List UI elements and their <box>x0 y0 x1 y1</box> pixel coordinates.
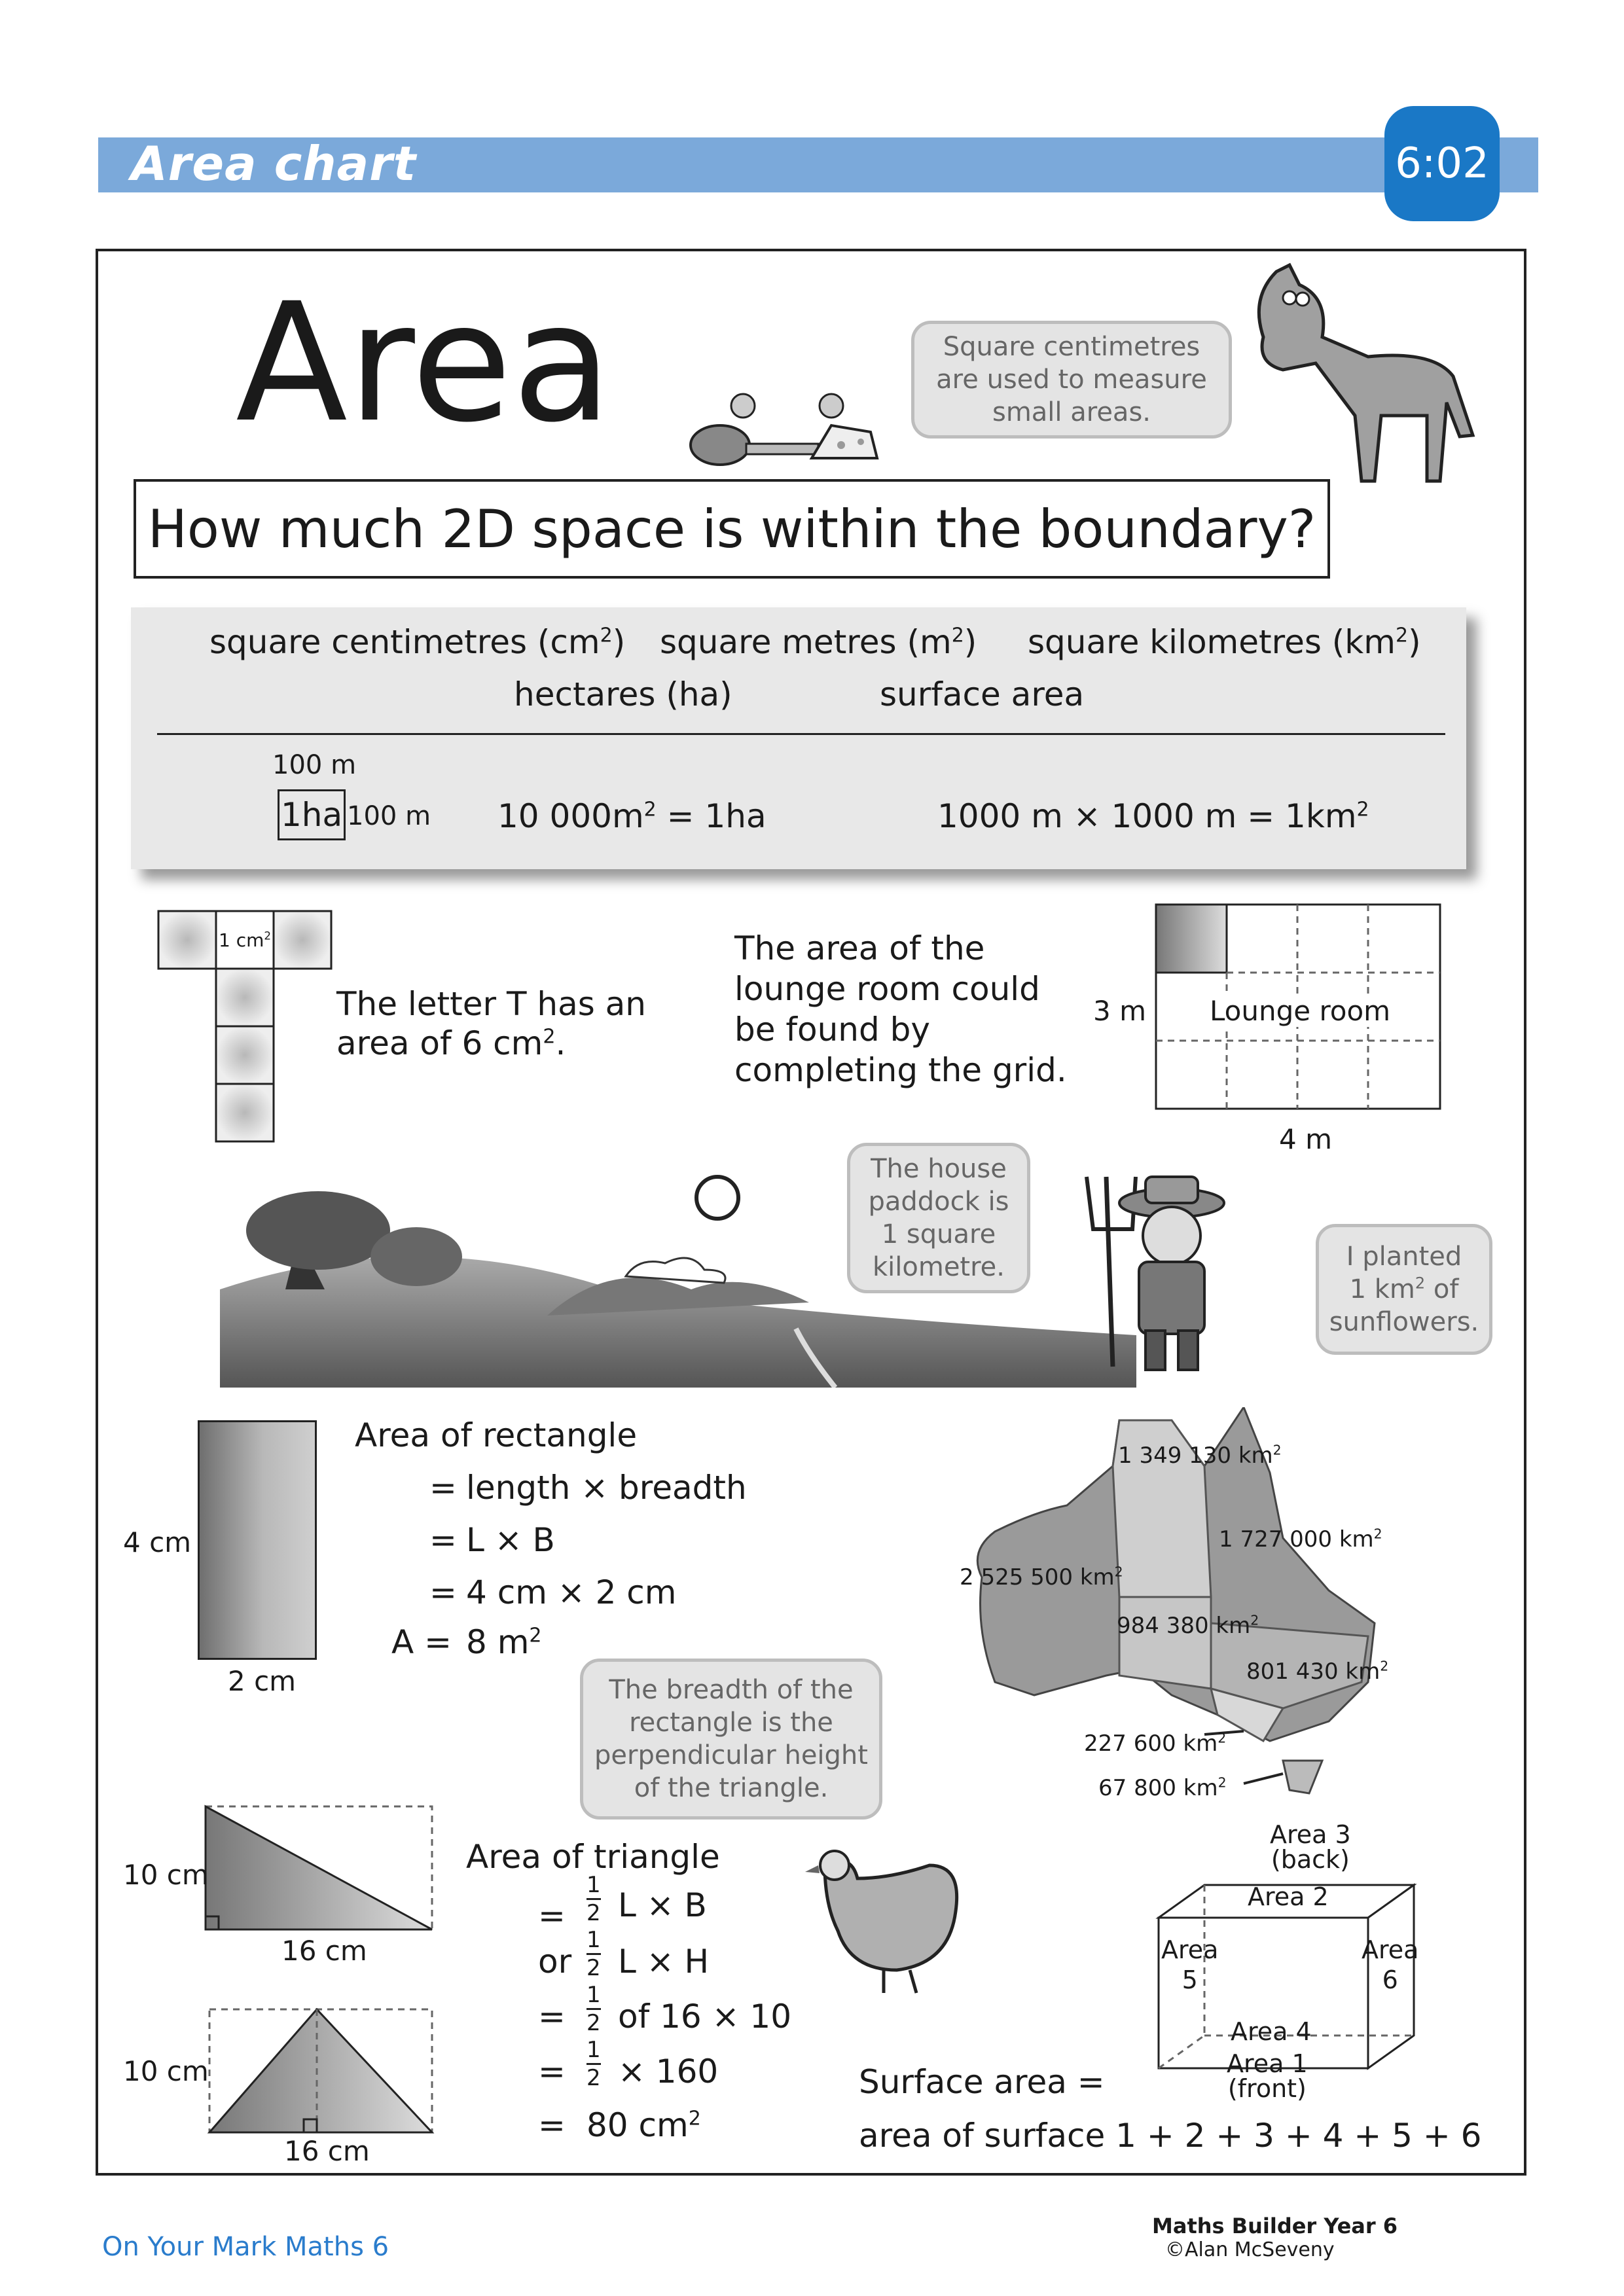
page-title: Area <box>236 268 613 458</box>
unit-km: square kilometres $(km^2)$ <box>1028 623 1421 661</box>
rectangle-eq-3: = <box>429 1573 457 1611</box>
rectangle-formula-2: L × B <box>466 1521 555 1559</box>
horse-illustration <box>1237 259 1499 501</box>
triangle-eq-3: = <box>538 1998 566 2036</box>
triangle-eq-5: = <box>538 2106 566 2144</box>
half-fraction-3: 1 2 <box>586 1982 601 2036</box>
footer-book-title: Maths Builder Year 6 <box>1152 2214 1398 2238</box>
t-shape-text-2: area of 6 $cm^2$. <box>336 1024 566 1062</box>
ha-top-label: 100 m <box>272 750 357 780</box>
page-heading: Area chart <box>131 136 417 191</box>
mice-illustration <box>681 380 897 471</box>
unit-surface: surface area <box>880 675 1085 713</box>
rectangle-eq-4: A = <box>391 1623 452 1661</box>
triangle-formula-3: of 16 × 10 <box>618 1998 792 2036</box>
footer-copyright: ©Alan McSeveny <box>1165 2238 1335 2261</box>
triangle-eq-4: = <box>538 2053 566 2090</box>
rectangle-width-label: 2 cm <box>228 1665 297 1697</box>
rectangle-eq-2: = <box>429 1521 457 1559</box>
ha-box: 1ha <box>278 789 346 840</box>
triangle1-width-label: 16 cm <box>281 1935 367 1967</box>
triangle-formula-2: L × H <box>618 1943 710 1981</box>
unit-ha: hectares (ha) <box>514 675 732 713</box>
map-label-nsw: 801 430 $km^2$ <box>1246 1658 1389 1685</box>
lounge-text-4: completing the grid. <box>734 1051 1067 1089</box>
lounge-text-2: lounge room could <box>734 970 1040 1008</box>
area4-label: Area 4 <box>1231 2017 1312 2046</box>
triangle-or: or <box>538 1943 572 1981</box>
half-fraction-4: 1 2 <box>586 2037 601 2091</box>
triangle-formula-4: × 160 <box>618 2053 719 2090</box>
unit-m: square metres $(m^2)$ <box>660 623 977 661</box>
km-equation: 1000 m × 1000 $m = 1km^2$ <box>937 797 1369 835</box>
surface-area-line-1: Surface area = <box>859 2063 1105 2101</box>
t-shape-text-1: The letter T has an <box>336 985 646 1023</box>
rectangle-result: 8 $m^2$ <box>466 1623 542 1661</box>
lounge-text-3: be found by <box>734 1011 930 1049</box>
area5-label: Area 5 <box>1161 1935 1219 1994</box>
footer-series-title: On Your Mark Maths 6 <box>102 2232 389 2262</box>
rectangle-shape <box>198 1420 317 1660</box>
rectangle-eq-1: = <box>429 1469 457 1507</box>
map-label-wa: 2 525 500 $km^2$ <box>960 1564 1123 1590</box>
section-badge: 6:02 <box>1384 106 1500 221</box>
area3-label: Area 3 (back) <box>1270 1820 1351 1874</box>
half-fraction-1: 1 2 <box>586 1872 601 1926</box>
triangle-eq-1: = <box>538 1897 566 1935</box>
area2-label: Area 2 <box>1248 1882 1329 1911</box>
ha-equation: 10 $000m^2 = 1ha$ <box>497 797 767 835</box>
triangle2-height-label: 10 cm <box>123 2055 209 2087</box>
area1-label: Area 1 (front) <box>1227 2049 1308 2103</box>
triangle-formula-1: L × B <box>618 1886 707 1924</box>
lounge-height-label: 3 m <box>1093 995 1146 1027</box>
area6-label: Area 6 <box>1362 1935 1419 1994</box>
half-fraction-2: 1 2 <box>586 1927 601 1981</box>
question-box: How much 2D space is within the boundary? <box>134 479 1330 579</box>
triangle-formula-title: Area of triangle <box>466 1838 720 1876</box>
surface-area-line-2: area of surface 1 + 2 + 3 + 4 + 5 + 6 <box>859 2117 1482 2155</box>
lounge-width-label: 4 m <box>1279 1123 1332 1155</box>
horse-speech-bubble: Square centimetres are used to measure small areas. <box>911 321 1232 439</box>
rectangle-formula-1: length × breadth <box>466 1469 747 1507</box>
farmer-illustration <box>1074 1164 1263 1380</box>
rectangle-formula-3: 4 cm × 2 cm <box>466 1573 677 1611</box>
unit-cm: square centimetres $(cm^2)$ <box>209 623 626 661</box>
lounge-text-1: The area of the <box>734 929 985 967</box>
map-label-vic: 227 600 $km^2$ <box>1084 1730 1227 1757</box>
rectangle-height-label: 4 cm <box>123 1526 192 1558</box>
rectangle-formula-title: Area of rectangle <box>355 1416 638 1454</box>
hen-illustration <box>799 1839 975 1996</box>
triangle1-height-label: 10 cm <box>123 1859 209 1891</box>
triangle-result: 80 $cm^2$ <box>586 2106 701 2144</box>
breadth-speech-bubble: The breadth of the rectangle is the perpendicular height of the triangle. <box>580 1659 882 1820</box>
map-label-qld: 1 727 000 $km^2$ <box>1219 1526 1382 1552</box>
map-label-tas: 67 800 $km^2$ <box>1098 1774 1227 1801</box>
ha-side-label: 100 m <box>347 801 431 831</box>
map-label-nt: 1 349 130 $km^2$ <box>1118 1442 1282 1469</box>
isosceles-triangle-diagram <box>200 1996 436 2140</box>
triangle2-width-label: 16 cm <box>284 2135 370 2167</box>
sunflowers-speech-bubble: I planted 1 $km^2$ of sunflowers. <box>1316 1224 1492 1355</box>
lounge-room-label: Lounge room <box>1210 995 1391 1027</box>
map-label-sa: 984 380 $km^2$ <box>1117 1612 1259 1639</box>
t-cell-label: 1 $cm^2$ <box>219 929 272 951</box>
units-panel <box>131 607 1466 869</box>
paddock-speech-bubble: The house paddock is 1 square kilometre. <box>847 1143 1030 1293</box>
units-divider <box>157 733 1445 735</box>
right-triangle-diagram <box>200 1793 436 1937</box>
